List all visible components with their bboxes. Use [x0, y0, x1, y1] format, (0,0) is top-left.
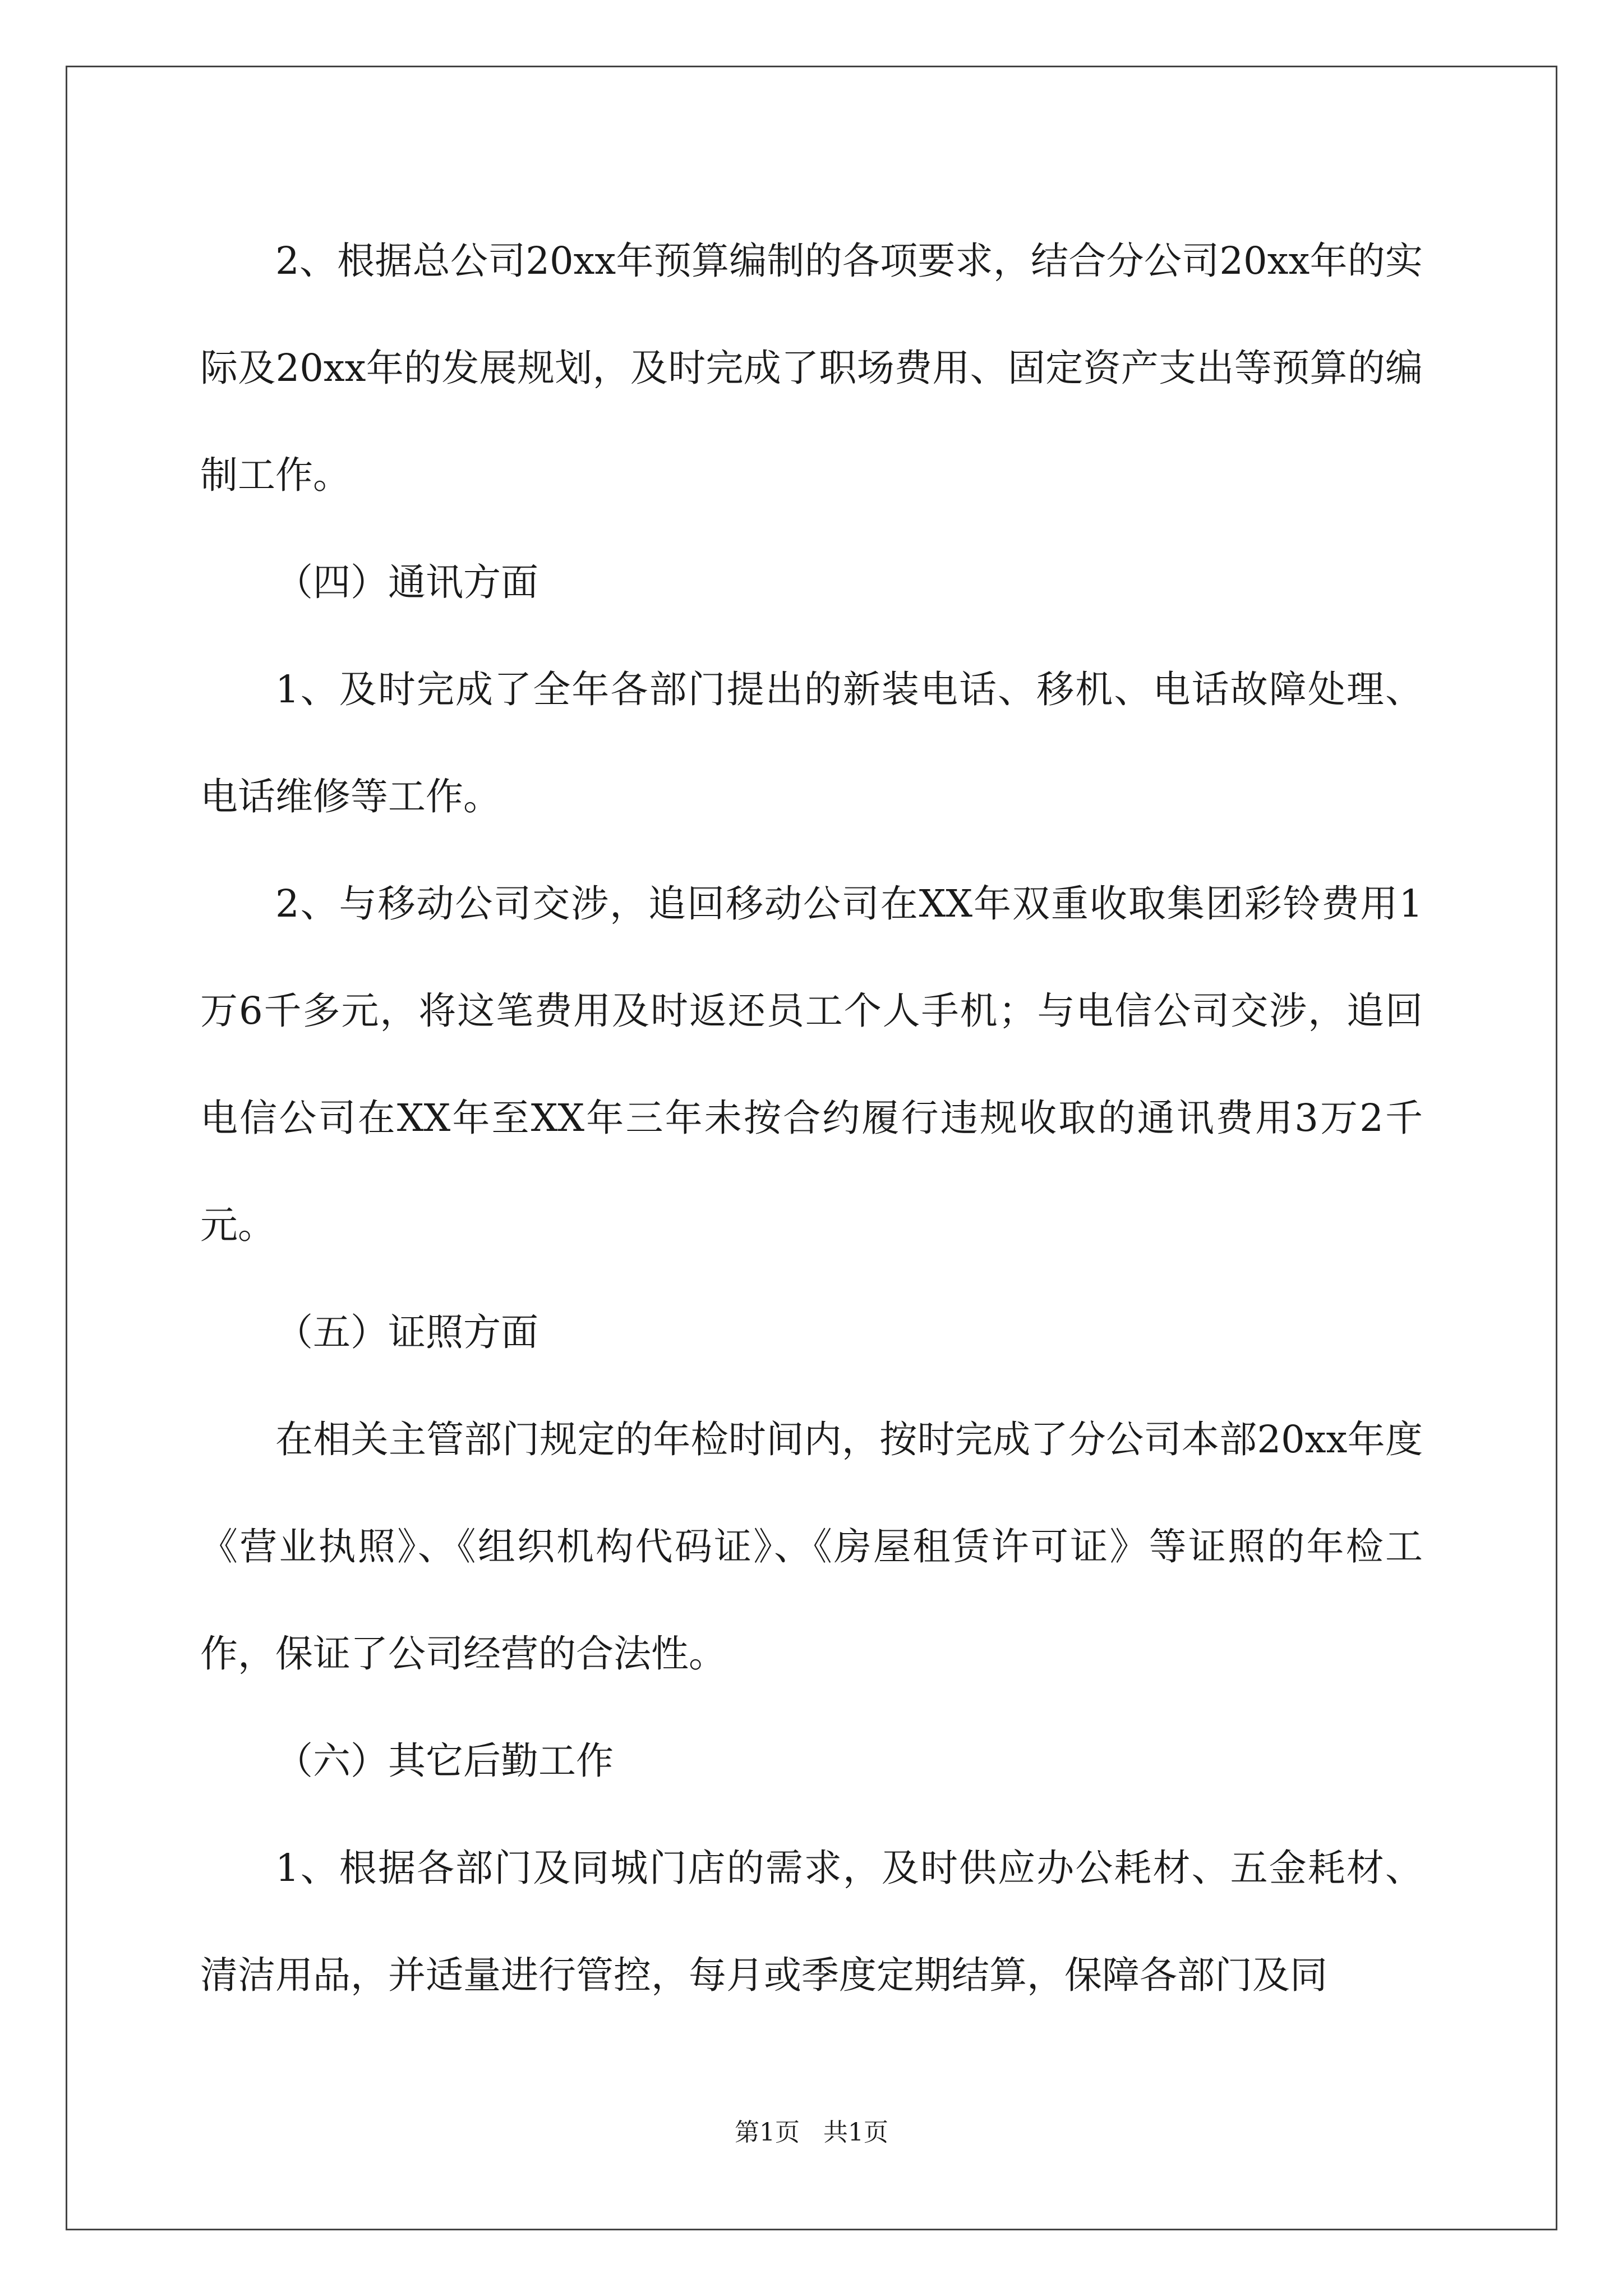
section-heading-other-logistics: （六）其它后勤工作	[275, 1739, 614, 1783]
document-body	[200, 208, 1423, 2029]
paragraph-budget: 2、根据总公司20xx年预算编制的各项要求，结合分公司20xx年的实际及20xx年的发展规划，及时完成了职场费用、固定资产支出等预算的编制工作。	[200, 239, 1423, 497]
page-total: 共1页	[823, 2118, 888, 2147]
paragraph-phone-installation: 1、及时完成了全年各部门提出的新装电话、移机、电话故障处理、电话维修等工作。	[200, 668, 1423, 818]
paragraph-carrier-refunds: 2、与移动公司交涉，追回移动公司在XX年双重收取集团彩铃费用1万6千多元，将这笔费用及时返还员工个人手机；与电信公司交涉，追回电信公司在XX年至XX年三年未按合约履行违规收取的通讯费用3万2千元。	[200, 882, 1423, 1247]
section-heading-communications: （四）通讯方面	[275, 560, 538, 604]
section-heading-licenses: （五）证照方面	[275, 1310, 538, 1354]
paragraph-supplies: 1、根据各部门及同城门店的需求，及时供应办公耗材、五金耗材、清洁用品，并适量进行管控，每月或季度定期结算，保障各部门及同	[200, 1846, 1423, 1997]
paragraph-annual-inspection: 在相关主管部门规定的年检时间内，按时完成了分公司本部20xx年度《营业执照》、《组织机构代码证》、《房屋租赁许可证》等证照的年检工作，保证了公司经营的合法性。	[200, 1418, 1423, 1676]
page-footer	[0, 2112, 1623, 2148]
page-number: 第1页	[735, 2118, 800, 2147]
